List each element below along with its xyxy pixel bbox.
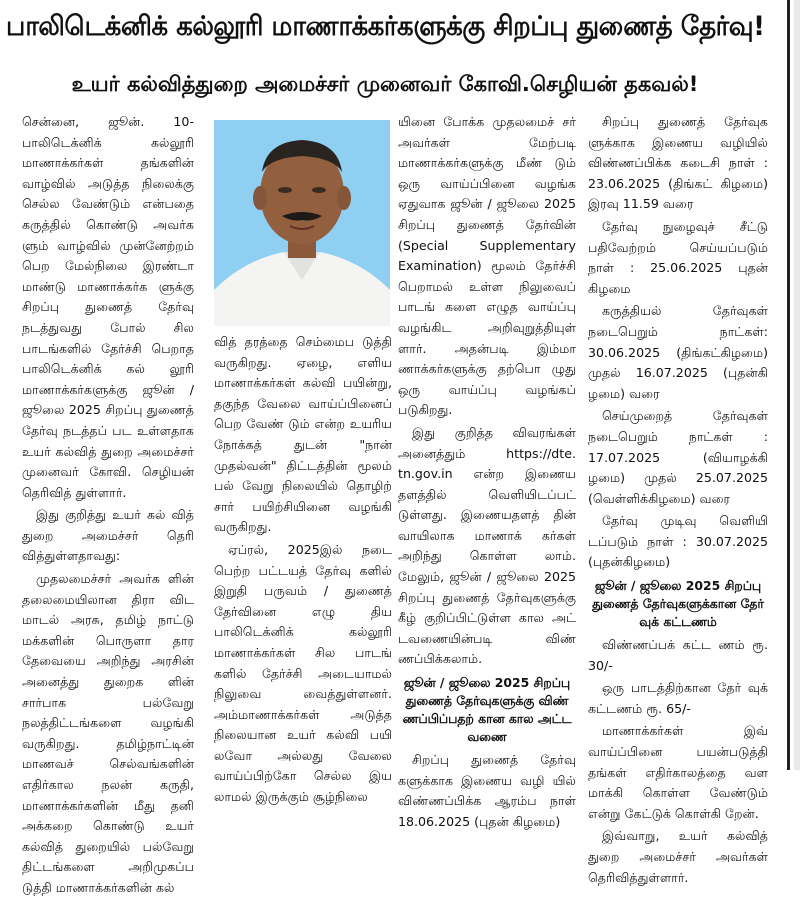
paragraph: தேர்வு முடிவு வெளியி டப்படும் நாள் : 30.07.2025 (புதன்கிழமை) (588, 513, 768, 570)
column-2 (214, 332, 392, 808)
paragraph: வித் தரத்தை செம்மைப டுத்தி வருகிறது. ஏழை, எளிய மாணாக்கர்கள் கல்வி பயின்று, தகுந்த வேலை வாய்ப்பினைப் பெற வேண் டும் என்ற உயரிய நோக்கத் துடன் "நான் முதல்வன்" திட்டத்தின் மூலம் பல் வேறு நிலையில் தொழிற் சார் பயிற்சியினை வழங்கி வருகிறது. (214, 334, 392, 535)
paragraph: கருத்தியல் தேர்வுகள் நடைபெறும் நாட்கள்: 30.06.2025 (திங்கட்கிழமை) முதல் 16.07.2025 (புதன்கி ழமை) வரை (588, 303, 768, 401)
paragraph: சிறப்பு துணைத் தேர்வு களுக்காக இணைய வழி யில் விண்ணப்பிக்க ஆரம்ப நாள் 18.06.2025 (புதன் கிழமை) (398, 752, 576, 829)
paragraph: சிறப்பு துணைத் தேர்வுக ளுக்காக இணைய வழியில் விண்ணப்பிக்க கடைசி நாள் : 23.06.2025 (திங்கட் கிழமை) இரவு 11.59 வரை (588, 114, 768, 212)
paragraph: தேர்வு நுழைவுச் சீட்டு பதிவேற்றம் செய்யப்படும் நாள் : 25.06.2025 புதன் கிழமை (588, 218, 768, 296)
column-3 (398, 112, 576, 832)
fee-heading: ஜூன் / ஜூலை 2025 சிறப்பு துணைத் தேர்வுகளுக்கான தேர் வுக் கட்டணம் (592, 578, 764, 630)
person-photo-icon (214, 120, 390, 326)
paragraph: ஏப்ரல், 2025இல் நடை பெற்ற பட்டயத் தேர்வு களில் இறுதி பருவம் / துணைத் தேர்வினை எழு திய பாலிடெக்னிக் கல்லூரி மாணாக்கர்கள் சில பாடங் களில் தேர்ச்சி அடையாமல் நிலுவை வைத்துள்ளனர். அம்மாணாக்கர்கள் அடுத்த நிலையான உயர் கல்வி பயி லவோ அல்லது வேலை வாய்ப்பிற்கோ செல்ல இய லாமல் இருக்கும் சூழ்நிலை (214, 541, 392, 805)
paragraph: சென்னை, ஜூன். 10- பாலிடெக்னிக் கல்லூரி மாணாக்கர்கள் தங்களின் வாழ்வில் அடுத்த நிலைக்கு செல்ல வேண்டும் என்பதை கருத்தில் கொண்டு அவர்க ளும் வாழ்வில் முன்னேற்றம் பெற மேல்நிலை இரண்டா மாண்டு மாணாக்கர்க ளுக்கு சிறப்பு துணைத் தேர்வு நடத்துவது போல் சில பாடங்களில் தேர்ச்சி பெறாத பாலிடெக்னிக் கல் லூரி மாணாக்கர்களுக்கு ஜூன் / ஜூலை 2025 சிறப்பு துணைத் தேர்வு நடத்தப் பட உள்ளதாக உயர் கல்வித் துறை அமைச்சர் முனைவர் கோவி. செழியன் தெரிவித் துள்ளார். (22, 114, 194, 500)
column-4 (588, 112, 768, 888)
schedule-heading: ஜூன் / ஜூலை 2025 சிறப்பு துணைத் தேர்வுகளுக்கு விண் ணப்பிப்பதற் கான கால அட்ட வணை (402, 675, 572, 745)
paragraph: ஒரு பாடத்திற்கான தேர் வுக் கட்டணம் ரூ. 65/- (588, 680, 768, 716)
column-rule (787, 0, 790, 770)
page-edge (794, 0, 800, 770)
paragraph: மாணாக்கர்கள் இவ் வாய்ப்பினை பயன்படுத்தி தங்கள் எதிர்காலத்தை வள மாக்கி கொள்ள வேண்டும் என்று கேட்டுக் கொள்கி றேன். (588, 723, 768, 821)
minister-photo (214, 120, 390, 326)
column-1 (22, 112, 194, 899)
subheadline: உயர் கல்வித்துறை அமைச்சர் முனைவர் கோவி.செழியன் தகவல்! (71, 72, 699, 96)
paragraph: முதலமைச்சர் அவர்க ளின் தலைமையிலான திரா விட மாடல் அரசு, தமிழ் நாட்டு மக்களின் பொருளா தார தேவையை அறிந்து அரசின் அனைத்து துறைக ளின் சார்பாக பல்வேறு நலத்திட்டங்களை வழங்கி வருகிறது. தமிழ்நாட்டின் மாணவச் செல்வங்களின் எதிர்கால நலன் கருதி, மாணாக்கர்களின் மீது தனி அக்கறை கொண்டு உயர் கல்வித் துறையில் பல்வேறு திட்டங்களை அறிமுகப்ப டுத்தி மாணாக்கர்களின் கல் (22, 571, 194, 895)
paragraph: செய்முறைத் தேர்வுகள் நடைபெறும் நாட்கள் : 17.07.2025 (வியாழக்கி ழமை) முதல் 25.07.2025 (வெள்ளிக்கிழமை) வரை (588, 408, 768, 506)
paragraph: இது குறித்து உயர் கல் வித் துறை அமைச்சர் தெரி வித்துள்ளதாவது: (22, 507, 194, 564)
paragraph: விண்ணப்பக் கட்ட ணம் ரூ. 30/- (588, 637, 768, 673)
headline: பாலிடெக்னிக் கல்லூரி மாணாக்கர்களுக்கு சிறப்பு துணைத் தேர்வு! (6, 11, 765, 42)
paragraph: இவ்வாறு, உயர் கல்வித் துறை அமைச்சர் அவர்கள் தெரிவித்துள்ளார். (588, 828, 768, 885)
paragraph: இது குறித்த விவரங்கள் அனைத்தும் https://dte. tn.gov.in என்ற இணைய தளத்தில் வெளியிடப்பட் டுள்ளது. இணையதளத் தின் வாயிலாக மாணாக் கர்கள் அறிந்து கொள்ள லாம். மேலும், ஜூன் / ஜூலை 2025 சிறப்பு துணைத் தேர்வுகளுக்கு கீழ் குறிப்பிட்டுள்ள கால அட் டவணையின்படி விண் ணப்பிக்கலாம். (398, 424, 576, 667)
paragraph: யினை போக்க முதலமைச் சர் அவர்கள் மேற்படி மாணாக்கர்களுக்கு மீண் டும் ஒரு வாய்ப்பினை வழங்க ஏதுவாக ஜூன் / ஜூலை 2025 சிறப்பு துணைத் தேர்வின் (Special Supplementary Examination) மூலம் தேர்ச்சி பெறாமல் உள்ள நிலுவைப் பாடங் களை எழுத வாய்ப்பு வழங்கிட அறிவுறுத்தியுள் ளார். அதன்படி இம்மா ணாக்கர்களுக்கு தற்பொ ழுது ஒரு வாய்ப்பு வழங்கப் படுகிறது. (398, 114, 576, 418)
